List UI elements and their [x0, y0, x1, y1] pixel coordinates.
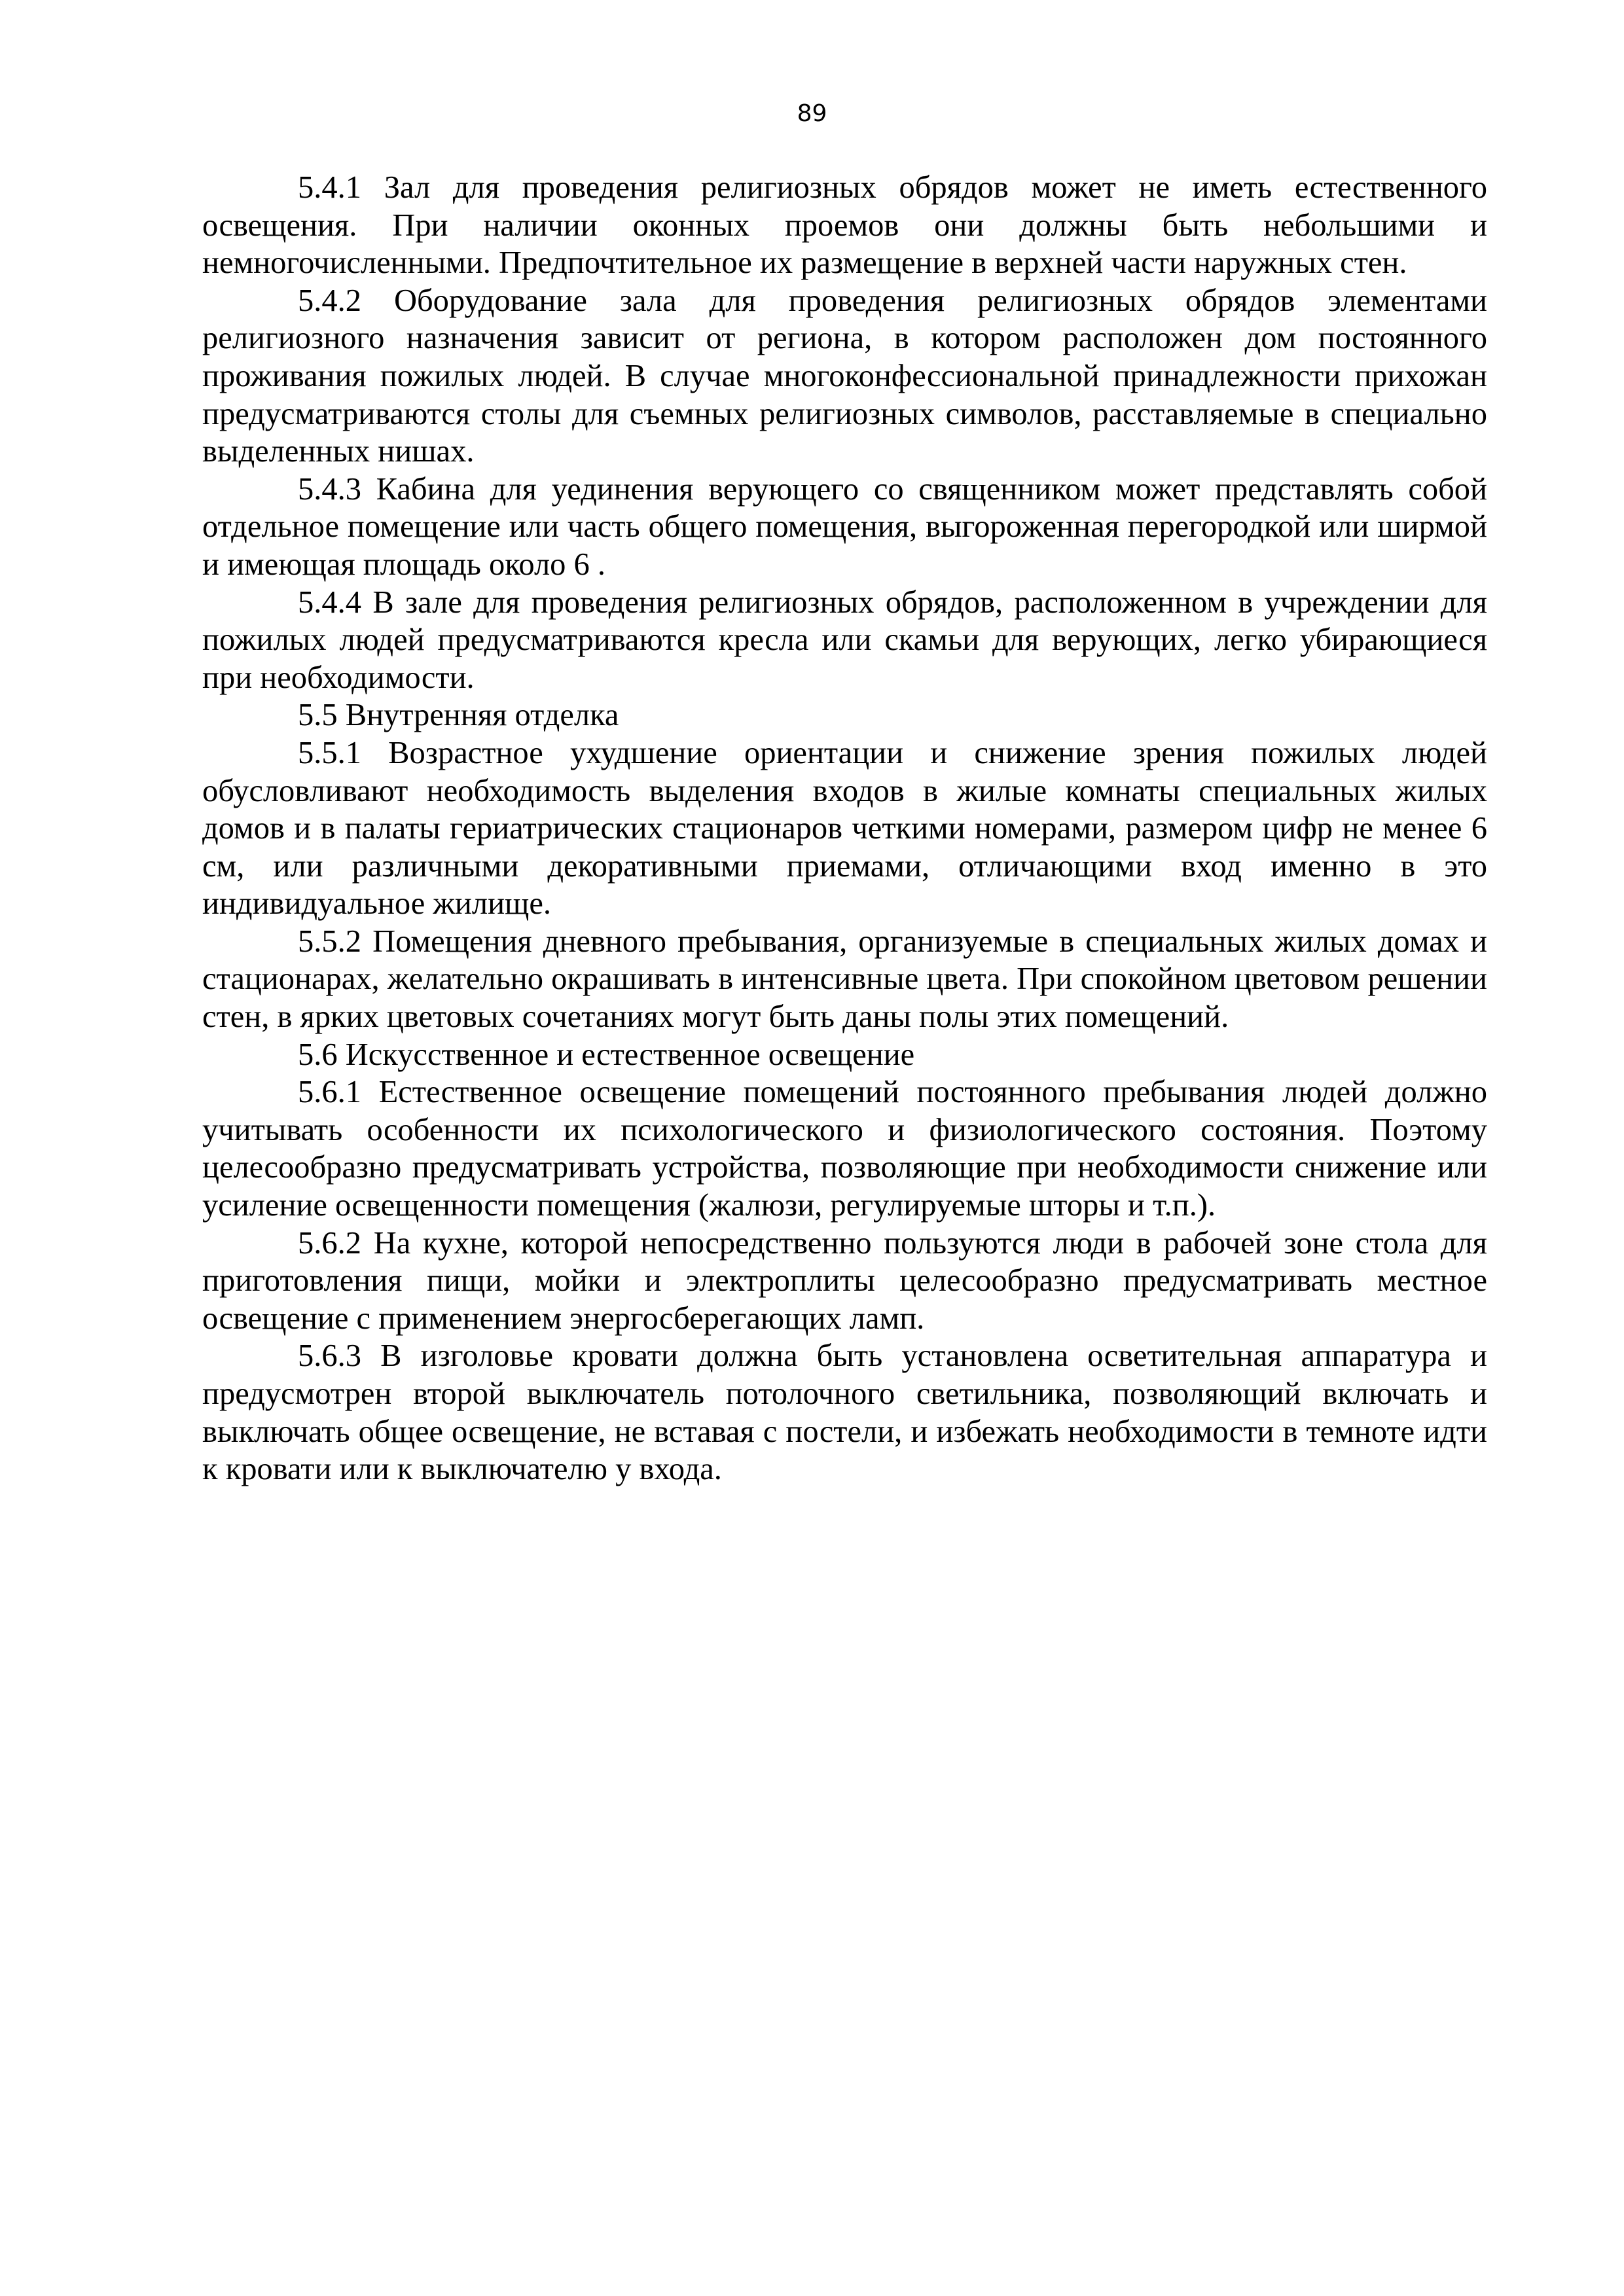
section-heading-5-6: 5.6 Искусственное и естественное освещение: [298, 1037, 915, 1072]
paragraph-5-4-2: 5.4.2 Оборудование зала для проведения религиозных обрядов элементами религиозного назначения зависит от региона, в котором расположен дом постоянного проживания пожилых людей. В случае многоконфессиональной принадлежности прихожан предусматриваются столы для съемных религиозных символов, расставляемые в специально выделенных нишах.: [202, 283, 1487, 469]
document-body: [202, 169, 1487, 1488]
paragraph-5-5-2: 5.5.2 Помещения дневного пребывания, организуемые в специальных жилых домах и стационарах, желательно окрашивать в интенсивные цвета. При спокойном цветовом решении стен, в ярких цветовых сочетаниях могут быть даны полы этих помещений.: [202, 924, 1487, 1035]
paragraph-5-6-1: 5.6.1 Естественное освещение помещений постоянного пребывания людей должно учитывать особенности их психологического и физиологического состояния. Поэтому целесообразно предусматривать устройства, позволяющие при необходимости снижение или усиление освещенности помещения (жалюзи, регулируемые шторы и т.п.).: [202, 1075, 1487, 1223]
paragraph-5-4-1: 5.4.1 Зал для проведения религиозных обрядов может не иметь естественного освещения. При наличии оконных проемов они должны быть небольшими и немногочисленными. Предпочтительное их размещение в верхней части наружных стен.: [202, 170, 1487, 281]
paragraph-5-6-3: 5.6.3 В изголовье кровати должна быть установлена осветительная аппаратура и предусмотрен второй выключатель потолочного светильника, позволяющий включать и выключать общее освещение, не вставая с постели, и избежать необходимости в темноте идти к кровати или к выключателю у входа.: [202, 1338, 1487, 1487]
page-number: 89: [797, 100, 827, 127]
paragraph-5-6-2: 5.6.2 На кухне, которой непосредственно пользуются люди в рабочей зоне стола для приготовления пищи, мойки и электроплиты целесообразно предусматривать местное освещение с применением энергосберегающих ламп.: [202, 1225, 1487, 1336]
section-heading-5-5: 5.5 Внутренняя отделка: [298, 698, 619, 733]
paragraph-5-4-4: 5.4.4 В зале для проведения религиозных обрядов, расположенном в учреждении для пожилых людей предусматриваются кресла или скамьи для верующих, легко убирающиеся при необходимости.: [202, 584, 1487, 695]
paragraph-5-5-1: 5.5.1 Возрастное ухудшение ориентации и снижение зрения пожилых людей обусловливают необходимость выделения входов в жилые комнаты специальных жилых домов и в палаты гериатрических стационаров четкими номерами, размером цифр не менее 6 см, или различными декоративными приемами, отличающими вход именно в это индивидуальное жилище.: [202, 735, 1487, 922]
paragraph-5-4-3: 5.4.3 Кабина для уединения верующего со священником может представлять собой отдельное помещение или часть общего помещения, выгороженная перегородкой или ширмой и имеющая площадь около 6 .: [202, 471, 1487, 582]
